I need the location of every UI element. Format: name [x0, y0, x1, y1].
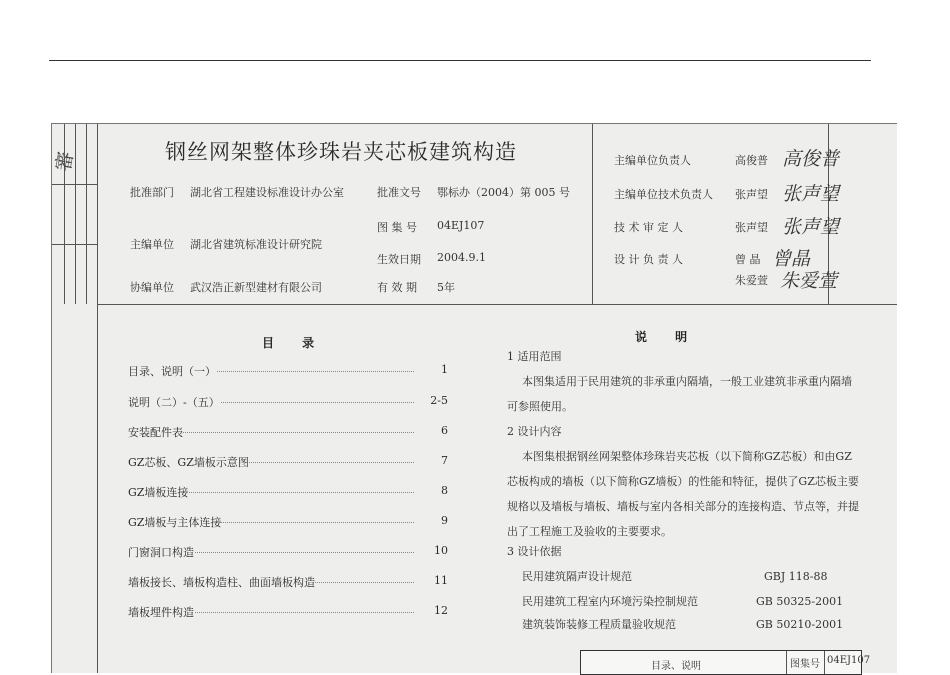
- notes-s2-text-3: 规格以及墙板与墙板、墙板与室内各相关部分的连接构造、节点等，并提: [507, 500, 859, 513]
- validity-label: 有 效 期: [377, 281, 417, 294]
- page-top-rule: [49, 60, 871, 61]
- header-bottom-border: [97, 304, 897, 305]
- ref-name-2: 民用建筑工程室内环境污染控制规范: [522, 595, 698, 608]
- approval-dept-label: 批准部门: [130, 186, 174, 199]
- title-block-stamp: [580, 650, 871, 675]
- atlas-title: 钢丝网架整体珍珠岩夹芯板建筑构造: [165, 140, 517, 164]
- resp-role-1: 主编单位负责人: [614, 154, 691, 167]
- sheet-left-border: [97, 124, 98, 673]
- notes-s3-heading: 3 设计依据: [507, 545, 562, 558]
- resp-extra-name: 朱爱萱: [735, 274, 768, 287]
- ref-code-2: GB 50325-2001: [756, 595, 844, 608]
- resp-role-2: 主编单位技术负责人: [614, 188, 713, 201]
- notes-s2-text-4: 出了工程施工及验收的主要要求。: [507, 525, 672, 538]
- co-editor-label: 协编单位: [130, 281, 174, 294]
- effective-date-value: 2004.9.1: [437, 251, 486, 264]
- atlas-no-label: 图 集 号: [377, 221, 417, 234]
- stamp-atlas-label: 图集号: [790, 659, 820, 670]
- resp-role-3: 技 术 审 定 人: [614, 221, 683, 234]
- notes-s2-heading: 2 设计内容: [507, 425, 562, 438]
- toc-item: 说明（二）-（五） 2-5: [128, 394, 448, 409]
- signature-sidebar: [52, 124, 97, 304]
- toc-item: 目录、说明（一） 1: [128, 363, 448, 378]
- chief-editor-label: 主编单位: [130, 238, 174, 251]
- toc-item: 安装配件表 6: [128, 424, 448, 439]
- ref-name-3: 建筑装饰装修工程质量验收规范: [522, 618, 676, 631]
- resp-extra-signature: 朱爱萱: [780, 270, 838, 292]
- resp-name-2: 张声望: [735, 188, 768, 201]
- resp-name-3: 张声望: [735, 221, 768, 234]
- drawing-sheet: [51, 123, 897, 673]
- resp-role-4: 设 计 负 责 人: [614, 253, 683, 266]
- validity-value: 5年: [437, 281, 455, 294]
- resp-signature-3: 张声望: [782, 216, 840, 238]
- resp-signature-1: 高俊普: [782, 148, 840, 170]
- notes-s2-text-1: 本图集根据钢丝网架整体珍珠岩夹芯板（以下简称GZ芯板）和由GZ: [522, 450, 852, 463]
- toc-item: GZ墙板连接 8: [128, 484, 448, 499]
- toc-item: 墙板埋件构造 12: [128, 604, 448, 619]
- notes-s2-text-2: 芯板构成的墙板（以下简称GZ墙板）的性能和特征，提供了GZ芯板主要: [507, 475, 859, 488]
- sidebar-signature-stamp: 審: [50, 149, 78, 174]
- stamp-label: 目录、说明: [651, 661, 701, 672]
- toc-item: GZ芯板、GZ墙板示意图 7: [128, 454, 448, 469]
- approval-doc-value: 鄂标办（2004）第 005 号: [437, 186, 570, 199]
- atlas-no-value: 04EJ107: [437, 219, 485, 232]
- ref-code-1: GBJ 118-88: [764, 570, 828, 583]
- resp-name-1: 高俊普: [735, 154, 768, 167]
- stamp-atlas-value: 04EJ107: [827, 655, 871, 666]
- toc-item: GZ墙板与主体连接 9: [128, 514, 448, 529]
- header-divider: [592, 124, 593, 304]
- toc-item: 墙板接长、墙板构造柱、曲面墙板构造 11: [128, 574, 448, 589]
- chief-editor-value: 湖北省建筑标准设计研究院: [190, 238, 322, 251]
- notes-s1-heading: 1 适用范围: [507, 350, 562, 363]
- resp-name-4: 曾 晶: [735, 253, 761, 266]
- notes-s1-text-2: 可参照使用。: [507, 400, 573, 413]
- notes-title: 说 明: [635, 330, 700, 344]
- approval-dept-value: 湖北省工程建设标准设计办公室: [190, 186, 344, 199]
- effective-date-label: 生效日期: [377, 253, 421, 266]
- ref-code-3: GB 50210-2001: [756, 618, 844, 631]
- co-editor-value: 武汉浩正新型建材有限公司: [190, 281, 322, 294]
- resp-signature-4: 曾晶: [772, 248, 811, 270]
- notes-s1-text-1: 本图集适用于民用建筑的非承重内隔墙，一般工业建筑非承重内隔墙: [522, 375, 852, 388]
- toc-item: 门窗洞口构造 10: [128, 544, 448, 559]
- ref-name-1: 民用建筑隔声设计规范: [522, 570, 632, 583]
- toc-title: 目 录: [262, 336, 327, 350]
- approval-doc-label: 批准文号: [377, 186, 421, 199]
- resp-signature-2: 张声望: [782, 183, 840, 205]
